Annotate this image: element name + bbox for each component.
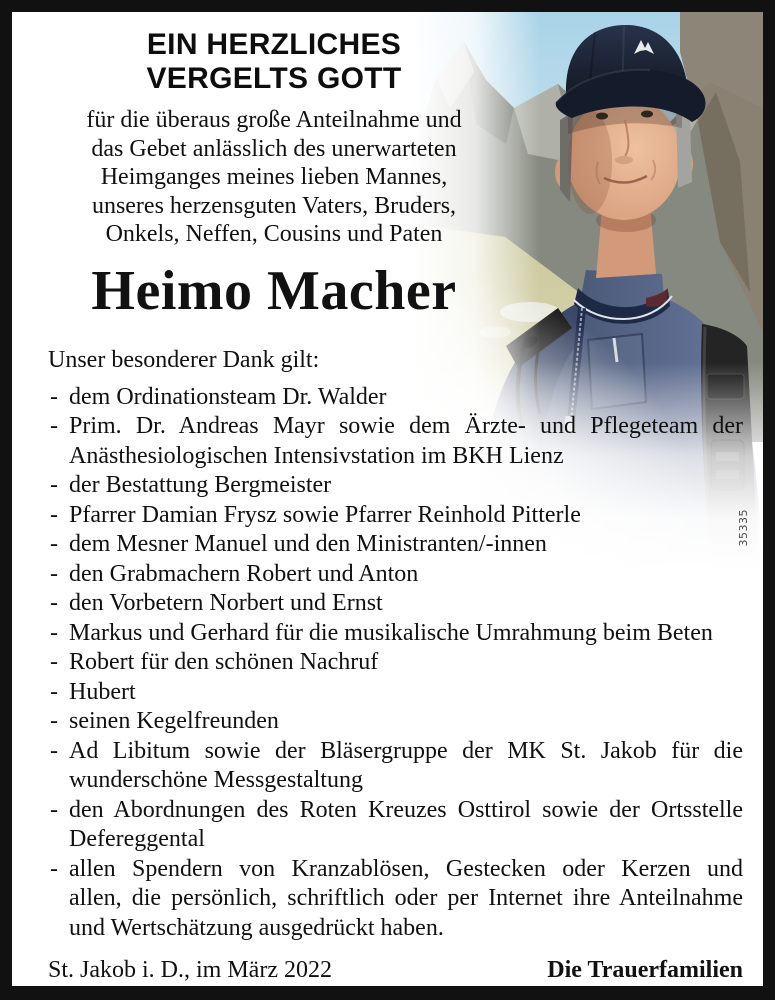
thanks-item-text: Prim. Dr. Andreas Mayr sowie dem Ärzte- und Pflegeteam der xyxy=(69,413,743,439)
thanks-item-text: Defereggental xyxy=(69,826,205,852)
thanks-item-line xyxy=(48,914,743,944)
header-title xyxy=(48,28,500,96)
obituary-card xyxy=(12,12,763,986)
thanks-item-line xyxy=(48,884,743,914)
thanks-item xyxy=(48,412,743,471)
thanks-item-line xyxy=(48,589,743,619)
thanks-item-line xyxy=(48,560,743,590)
intro-line: unseres herzensguten Vaters, Bruders, xyxy=(91,192,457,219)
thanks-item xyxy=(48,707,743,737)
thanks-item xyxy=(48,383,743,413)
thanks-item-line xyxy=(48,766,743,796)
thanks-item-line xyxy=(48,383,743,413)
thanks-heading: Unser besonderer Dank gilt: xyxy=(48,346,320,373)
dash-bullet: - xyxy=(50,708,58,734)
thanks-item-line xyxy=(48,825,743,855)
top-block xyxy=(48,28,500,323)
thanks-item-line xyxy=(48,442,743,472)
thanks-item-text: den Grabmachern Robert und Anton xyxy=(69,560,419,587)
thanks-item-text: den Abordnungen des Roten Kreuzes Osttirol sowie der Ortsstelle xyxy=(69,796,743,823)
footer xyxy=(48,955,743,985)
thanks-item-line xyxy=(48,412,743,442)
thanks-item xyxy=(48,737,743,796)
thanks-item xyxy=(48,619,743,649)
intro-paragraph xyxy=(48,106,500,249)
dash-bullet: - xyxy=(50,383,58,410)
thanks-item-line xyxy=(48,678,743,708)
dash-bullet: - xyxy=(50,678,58,705)
dash-bullet: - xyxy=(50,531,58,557)
thanks-item-line xyxy=(48,501,743,531)
thanks-item-text: dem Ordinationsteam Dr. Walder xyxy=(69,383,387,410)
dash-bullet: - xyxy=(50,590,58,616)
intro-line: Onkels, Neffen, Cousins und Paten xyxy=(105,221,443,247)
thanks-item xyxy=(48,855,743,944)
thanks-item-text: den Vorbetern Norbert und Ernst xyxy=(69,590,383,616)
deceased-name: Heimo Macher xyxy=(91,259,457,322)
header-title-line-1: EIN HERZLICHES xyxy=(146,28,402,61)
thanks-item-line xyxy=(48,619,743,649)
thanks-item-line xyxy=(48,648,743,678)
thanks-item xyxy=(48,678,743,708)
thanks-item-line xyxy=(48,471,743,501)
thanks-item-text: der Bestattung Bergmeister xyxy=(69,472,332,498)
thanks-item-text: Ad Libitum sowie der Bläsergruppe der MK St. Jakob für die xyxy=(69,737,743,764)
thanks-item-line xyxy=(48,796,743,826)
thanks-item-text: Hubert xyxy=(69,678,136,705)
intro-line: Heimganges meines lieben Mannes, xyxy=(100,164,448,190)
thanks-item xyxy=(48,471,743,501)
header-title-line-2: VERGELTS GOTT xyxy=(146,62,402,95)
thanks-item xyxy=(48,530,743,560)
place-date-text: St. Jakob i. D., im März 2022 xyxy=(48,957,332,983)
thanks-item-text: Robert für den schönen Nachruf xyxy=(69,649,379,675)
thanks-item xyxy=(48,589,743,619)
dash-bullet: - xyxy=(50,737,58,764)
dash-bullet: - xyxy=(50,472,58,498)
dash-bullet: - xyxy=(50,501,58,528)
thanks-item xyxy=(48,501,743,531)
signature-text: Die Trauerfamilien xyxy=(547,957,743,983)
thanks-item-line xyxy=(48,855,743,885)
thanks-item-line xyxy=(48,530,743,560)
thanks-item-text: dem Mesner Manuel und den Ministranten/-innen xyxy=(69,531,547,557)
intro-line: das Gebet anlässlich des unerwarteten xyxy=(91,135,457,162)
thanks-item-text: wunderschöne Messgestaltung xyxy=(69,767,363,793)
card-content xyxy=(12,12,763,985)
dash-bullet: - xyxy=(50,560,58,587)
thanks-item-line xyxy=(48,737,743,767)
dash-bullet: - xyxy=(50,796,58,823)
intro-line: für die überaus große Anteilnahme und xyxy=(86,107,462,133)
thanks-item-text: seinen Kegelfreunden xyxy=(69,708,279,734)
thanks-list xyxy=(48,383,743,944)
thanks-item-text: Markus und Gerhard für die musikalische Umrahmung beim Beten xyxy=(69,619,713,646)
thanks-item xyxy=(48,796,743,855)
thanks-item-text: Pfarrer Damian Frysz sowie Pfarrer Reinhold Pitterle xyxy=(69,501,581,528)
thanks-item-text: allen Spendern von Kranzablösen, Gestecken oder Kerzen und xyxy=(69,855,743,882)
thanks-item xyxy=(48,648,743,678)
thanks-item-text: und Wertschätzung ausgedrückt haben. xyxy=(69,914,444,941)
dash-bullet: - xyxy=(50,413,58,439)
thanks-item-line xyxy=(48,707,743,737)
print-number: 35335 xyxy=(737,509,750,547)
thanks-item-text: allen, die persönlich, schriftlich oder per Internet ihre Anteilnahme xyxy=(69,885,743,911)
thanks-item xyxy=(48,560,743,590)
dash-bullet: - xyxy=(50,619,58,646)
thanks-item-text: Anästhesiologischen Intensivstation im BKH Lienz xyxy=(69,442,564,469)
dash-bullet: - xyxy=(50,855,58,882)
dash-bullet: - xyxy=(50,649,58,675)
